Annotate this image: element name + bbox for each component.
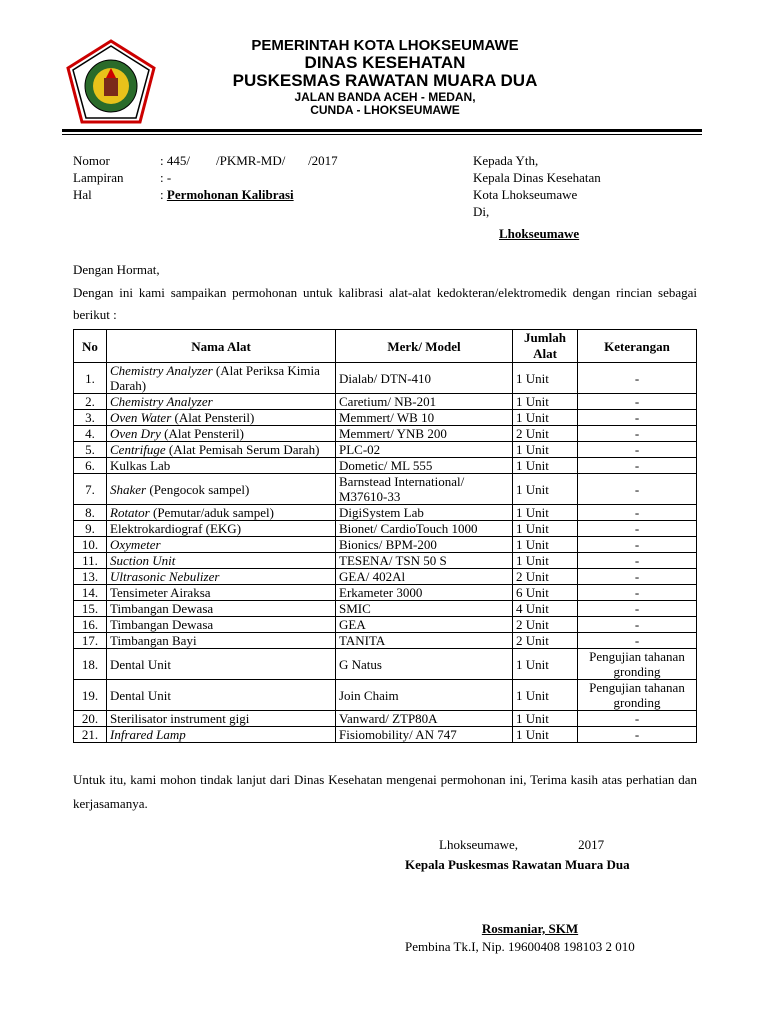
cell-keterangan: - [578, 537, 697, 553]
cell-nama-alat: Oven Dry (Alat Pensteril) [107, 426, 336, 442]
cell-jumlah: 1 Unit [513, 649, 578, 680]
table-row [74, 711, 697, 727]
cell-jumlah: 1 Unit [513, 680, 578, 711]
cell-merk-model: PLC-02 [336, 442, 513, 458]
cell-no: 1. [74, 363, 107, 394]
cell-nama-alat: Centrifuge (Alat Pemisah Serum Darah) [107, 442, 336, 458]
table-row [74, 569, 697, 585]
recipient-line-4: Di, [473, 204, 490, 219]
cell-no: 11. [74, 553, 107, 569]
cell-merk-model: Caretium/ NB-201 [336, 394, 513, 410]
cell-keterangan: - [578, 553, 697, 569]
table-row [74, 474, 697, 505]
cell-jumlah: 1 Unit [513, 727, 578, 743]
cell-nama-alat: Sterilisator instrument gigi [107, 711, 336, 727]
cell-jumlah: 6 Unit [513, 585, 578, 601]
cell-no: 5. [74, 442, 107, 458]
table-row [74, 458, 697, 474]
cell-nama-alat: Chemistry Analyzer [107, 394, 336, 410]
cell-jumlah: 1 Unit [513, 711, 578, 727]
cell-nama-alat: Oven Water (Alat Pensteril) [107, 410, 336, 426]
cell-no: 21. [74, 727, 107, 743]
table-row [74, 617, 697, 633]
cell-no: 16. [74, 617, 107, 633]
table-row [74, 649, 697, 680]
header-keterangan: Keterangan [578, 330, 697, 363]
cell-merk-model: Vanward/ ZTP80A [336, 711, 513, 727]
cell-no: 6. [74, 458, 107, 474]
cell-keterangan: - [578, 617, 697, 633]
recipient-line-3: Kota Lhokseumawe [473, 187, 578, 202]
table-row [74, 505, 697, 521]
cell-jumlah: 2 Unit [513, 617, 578, 633]
cell-keterangan: - [578, 633, 697, 649]
cell-jumlah: 2 Unit [513, 426, 578, 442]
table-row [74, 426, 697, 442]
header-nama-alat: Nama Alat [107, 330, 336, 363]
cell-keterangan: - [578, 601, 697, 617]
cell-nama-alat: Dental Unit [107, 680, 336, 711]
cell-no: 17. [74, 633, 107, 649]
cell-merk-model: Dialab/ DTN-410 [336, 363, 513, 394]
header-divider-thick [62, 129, 702, 132]
table-row [74, 601, 697, 617]
cell-nama-alat: Suction Unit [107, 553, 336, 569]
cell-nama-alat: Rotator (Pemutar/aduk sampel) [107, 505, 336, 521]
cell-no: 19. [74, 680, 107, 711]
cell-keterangan: - [578, 394, 697, 410]
cell-jumlah: 1 Unit [513, 394, 578, 410]
government-name: PEMERINTAH KOTA LHOKSEUMAWE [251, 37, 519, 54]
nomor-value: : 445/ /PKMR-MD/ /2017 [160, 153, 338, 168]
cell-nama-alat: Timbangan Dewasa [107, 617, 336, 633]
cell-keterangan: - [578, 458, 697, 474]
cell-no: 10. [74, 537, 107, 553]
cell-merk-model: TANITA [336, 633, 513, 649]
signer-nip: Pembina Tk.I, Nip. 19600408 198103 2 010 [405, 939, 635, 954]
cell-no: 15. [74, 601, 107, 617]
letter-intro [73, 262, 697, 326]
cell-jumlah: 1 Unit [513, 363, 578, 394]
cell-keterangan: - [578, 521, 697, 537]
recipient-line-1: Kepada Yth, [473, 153, 539, 168]
header-merk-model: Merk/ Model [336, 330, 513, 363]
cell-no: 18. [74, 649, 107, 680]
equipment-table [73, 329, 697, 743]
letter-meta [73, 152, 470, 203]
cell-nama-alat: Timbangan Dewasa [107, 601, 336, 617]
signature-year: 2017 [578, 837, 605, 852]
cell-merk-model: Barnstead International/ M37610-33 [336, 474, 513, 505]
recipient-block [473, 152, 601, 242]
cell-no: 8. [74, 505, 107, 521]
cell-no: 20. [74, 711, 107, 727]
cell-keterangan: - [578, 711, 697, 727]
recipient-line-2: Kepala Dinas Kesehatan [473, 170, 601, 185]
cell-jumlah: 1 Unit [513, 474, 578, 505]
cell-nama-alat: Dental Unit [107, 649, 336, 680]
signature-place: Lhokseumawe, [439, 837, 519, 852]
cell-merk-model: TESENA/ TSN 50 S [336, 553, 513, 569]
cell-keterangan: - [578, 363, 697, 394]
agency-name: DINAS KESEHATAN [304, 52, 466, 72]
signature-block [405, 835, 705, 875]
table-row [74, 585, 697, 601]
cell-jumlah: 1 Unit [513, 553, 578, 569]
signer-name: Rosmaniar, SKM [481, 921, 579, 936]
cell-nama-alat: Kulkas Lab [107, 458, 336, 474]
table-row [74, 727, 697, 743]
cell-jumlah: 1 Unit [513, 458, 578, 474]
header-no: No [74, 330, 107, 363]
table-row [74, 363, 697, 394]
cell-merk-model: GEA [336, 617, 513, 633]
cell-nama-alat: Timbangan Bayi [107, 633, 336, 649]
cell-jumlah: 4 Unit [513, 601, 578, 617]
cell-no: 13. [74, 569, 107, 585]
cell-keterangan: - [578, 442, 697, 458]
cell-jumlah: 1 Unit [513, 442, 578, 458]
greeting: Dengan Hormat, [73, 262, 160, 277]
cell-merk-model: Bionet/ CardioTouch 1000 [336, 521, 513, 537]
cell-no: 3. [74, 410, 107, 426]
cell-nama-alat: Tensimeter Airaksa [107, 585, 336, 601]
cell-jumlah: 1 Unit [513, 521, 578, 537]
cell-merk-model: DigiSystem Lab [336, 505, 513, 521]
table-row [74, 521, 697, 537]
cell-merk-model: Join Chaim [336, 680, 513, 711]
hal-value: Permohonan Kalibrasi [166, 187, 294, 202]
letterhead [180, 38, 590, 117]
cell-keterangan: - [578, 410, 697, 426]
cell-jumlah: 1 Unit [513, 505, 578, 521]
cell-no: 7. [74, 474, 107, 505]
cell-jumlah: 2 Unit [513, 569, 578, 585]
table-header-row [74, 330, 697, 363]
cell-nama-alat: Chemistry Analyzer (Alat Periksa Kimia Darah) [107, 363, 336, 394]
signer-block [405, 920, 705, 956]
cell-merk-model: Memmert/ WB 10 [336, 410, 513, 426]
cell-merk-model: Fisiomobility/ AN 747 [336, 727, 513, 743]
cell-nama-alat: Elektrokardiograf (EKG) [107, 521, 336, 537]
table-row [74, 442, 697, 458]
cell-merk-model: Bionics/ BPM-200 [336, 537, 513, 553]
cell-keterangan: - [578, 569, 697, 585]
cell-nama-alat: Shaker (Pengocok sampel) [107, 474, 336, 505]
cell-merk-model: Dometic/ ML 555 [336, 458, 513, 474]
cell-no: 2. [74, 394, 107, 410]
address-line-1: JALAN BANDA ACEH - MEDAN, [294, 90, 476, 105]
table-row [74, 537, 697, 553]
header-divider-thin [62, 134, 702, 135]
cell-keterangan: Pengujian tahanan gronding [578, 649, 697, 680]
recipient-city: Lhokseumawe [499, 226, 580, 241]
intro-paragraph: Dengan ini kami sampaikan permohonan untuk kalibrasi alat-alat kedokteran/elektromedik dengan rincian sebagai berikut : [73, 285, 697, 322]
hal-colon: : [160, 187, 167, 202]
nomor-label: Nomor [73, 153, 110, 168]
cell-keterangan: - [578, 585, 697, 601]
cell-no: 4. [74, 426, 107, 442]
cell-merk-model: Erkameter 3000 [336, 585, 513, 601]
cell-jumlah: 1 Unit [513, 537, 578, 553]
header-jumlah-alat: Jumlah Alat [513, 330, 578, 363]
cell-nama-alat: Ultrasonic Nebulizer [107, 569, 336, 585]
signature-title: Kepala Puskesmas Rawatan Muara Dua [405, 857, 630, 872]
address-line-2: CUNDA - LHOKSEUMAWE [310, 103, 460, 118]
lampiran-value: : - [160, 170, 172, 185]
cell-keterangan: - [578, 474, 697, 505]
cell-keterangan: - [578, 426, 697, 442]
table-row [74, 410, 697, 426]
cell-jumlah: 2 Unit [513, 633, 578, 649]
lampiran-label: Lampiran [73, 170, 124, 185]
cell-keterangan: - [578, 727, 697, 743]
table-row [74, 633, 697, 649]
cell-merk-model: GEA/ 402Al [336, 569, 513, 585]
cell-nama-alat: Infrared Lamp [107, 727, 336, 743]
table-row [74, 553, 697, 569]
cell-merk-model: Memmert/ YNB 200 [336, 426, 513, 442]
cell-no: 9. [74, 521, 107, 537]
cell-merk-model: SMIC [336, 601, 513, 617]
cell-keterangan: - [578, 505, 697, 521]
cell-keterangan: Pengujian tahanan gronding [578, 680, 697, 711]
hal-label: Hal [73, 187, 92, 202]
cell-merk-model: G Natus [336, 649, 513, 680]
table-row [74, 394, 697, 410]
cell-no: 14. [74, 585, 107, 601]
table-row [74, 680, 697, 711]
cell-jumlah: 1 Unit [513, 410, 578, 426]
closing-paragraph: Untuk itu, kami mohon tindak lanjut dari Dinas Kesehatan mengenai permohonan ini, Terima kasih atas perhatian dan kerjasamanya. [73, 772, 697, 811]
city-emblem-logo [64, 38, 158, 126]
clinic-name: PUSKESMAS RAWATAN MUARA DUA [232, 70, 538, 90]
cell-nama-alat: Oxymeter [107, 537, 336, 553]
